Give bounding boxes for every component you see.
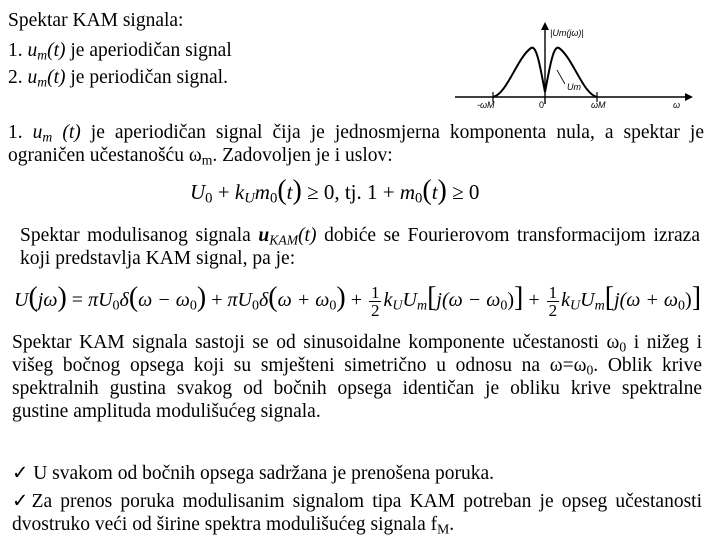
fraction-half-1: $\frac{1}{2}$ <box>370 282 380 320</box>
bullet-1: ✓ U svakom od bočnih opsega sadržana je prenošena poruka. <box>12 463 495 484</box>
bullet-2: ✓Za prenos poruka modulisanim signalom tipa KAM potreban je opseg učestanosti dvostruko veći od širine spektra modulišućeg signala $f_M$. <box>12 491 702 537</box>
x-axis-arrow <box>685 93 693 101</box>
paragraph-3: Spektar KAM signala sastoji se od sinusoidalne komponente učestanosti $\omega_0$ i nižeg i višeg bočnog opsega koji su smješteni simetrično u odnosu na $\omega=\omega_0$. Oblik krive spektralnih gustina svakog od bočnih opsega identičan je obliku krive spektralne gustine amplituda modulišućeg signala. <box>12 332 703 422</box>
check-icon: ✓ <box>12 491 32 512</box>
y-axis-arrow <box>541 22 549 30</box>
tick-label-wm: ωM <box>591 100 606 110</box>
tick-label-neg-wm: -ωM <box>477 100 495 110</box>
item-2: 2. $u_m(t)$ je periodičan signal. <box>8 67 228 90</box>
item-1: 1. $u_m(t)$ je aperiodičan signal <box>8 40 232 63</box>
paragraph-2: Spektar modulisanog signala $u_{KAM}(t)$ dobiće se Fourierovom transformacijom izraza koji predstavlja KAM signal, pa je: <box>20 225 700 269</box>
spectrum-figure <box>455 18 705 112</box>
curve-label-leader <box>557 70 565 84</box>
fraction-half-2: $\frac{1}{2}$ <box>548 282 558 320</box>
tick-label-omega: ω <box>673 100 681 110</box>
equation-spectrum: $U(j\omega) = \pi U_0\delta(\omega - \omega_0) + \pi U_0\delta(\omega + \omega_0)$ + $\frac{1}{2}$ $k_UU_m[j(\omega - \omega_0)]$ + $\frac{1}{2}$ $k_UU_m[j(\omega + \omega_0)]$ <box>14 282 702 320</box>
tick-label-zero: 0 <box>539 100 545 110</box>
slide-title: Spektar KAM signala: <box>8 10 184 31</box>
curve-label: Um <box>567 82 581 92</box>
y-axis-label: |Um(jω)| <box>550 28 584 38</box>
equation-condition: $U_0 + k_Um_0(t) \ge 0$, tj. $1 + m_0(t) \ge 0$ <box>190 175 480 207</box>
check-icon: ✓ <box>12 463 29 484</box>
paragraph-1: 1. $u_m$ (t) je aperiodičan signal čija je jednosmjerna komponenta nula, a spektar je ograničen učestanošću $\omega_m$. Zadovoljen je i uslov: <box>8 122 704 168</box>
